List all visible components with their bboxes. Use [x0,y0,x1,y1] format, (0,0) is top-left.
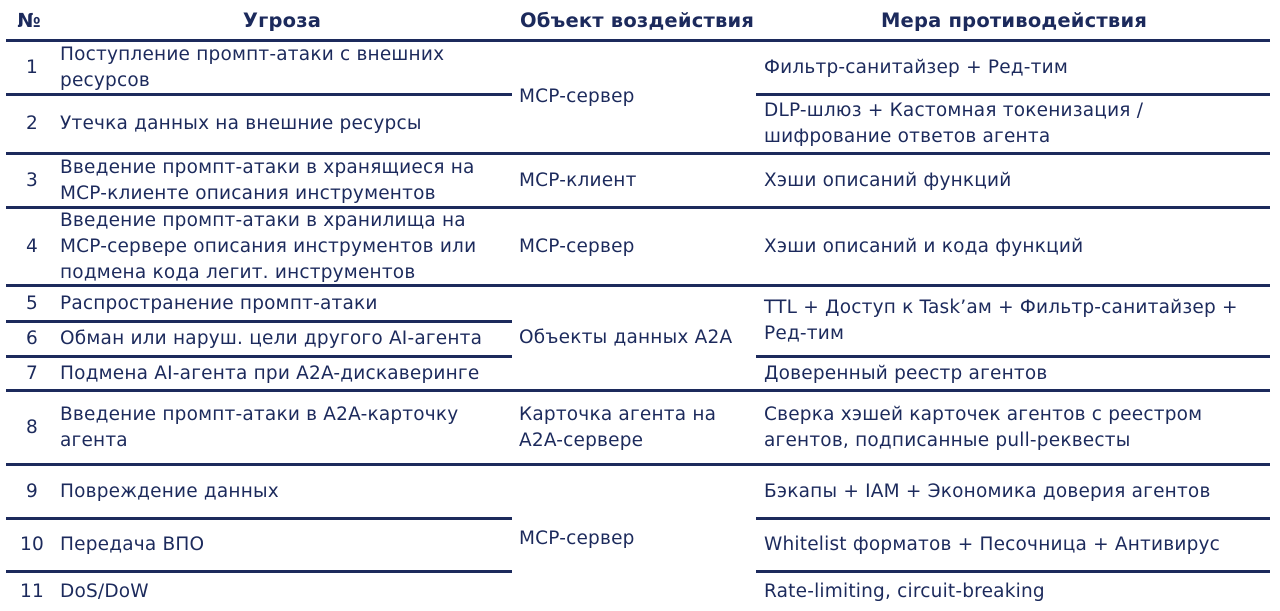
threat-cell: Обман или наруш. цели другого AI-агента [60,328,483,349]
object-cell: MCP-сервер [519,86,635,107]
measure-cell: DLP-шлюз + Кастомная токенизация / шифрование ответов агента [764,100,1144,147]
object-cell: MCP-сервер [519,527,635,549]
row-number: 1 [26,56,38,78]
threat-cell: Введение промпт-атаки в хранящиеся на MCP-клиенте описания инструментов [60,156,475,204]
row-number: 7 [26,362,38,384]
threat-cell: Распространение промпт-атаки [60,292,378,314]
measure-cell: Rate-limiting, circuit-breaking [764,581,1045,602]
row-number: 4 [26,235,38,257]
measure-cell: Фильтр-санитайзер + Ред-тим [764,56,1069,78]
row-number: 3 [26,169,38,191]
threat-cell: Поступление промпт-атаки с внешних ресурсов [60,43,445,91]
threat-cell: Повреждение данных [60,480,279,502]
header-measure: Мера противодействия [880,9,1148,32]
threat-cell: Передача ВПО [60,534,205,555]
measure-cell: Хэши описаний и кода функций [764,235,1084,257]
measure-cell: Хэши описаний функций [764,169,1012,191]
header-object: Объект воздействия [520,9,755,32]
row-number: 5 [26,292,38,314]
row-number: 6 [26,328,38,349]
object-cell: MCP-сервер [519,235,635,257]
object-cell: Карточка агента на A2A-сервере [519,403,717,451]
measure-cell: Доверенный реестр агентов [764,362,1048,384]
measure-cell: Бэкапы + IAM + Экономика доверия агентов [764,480,1211,502]
measure-cell: Сверка хэшей карточек агентов с реестром агентов, подписанные pull-реквесты [764,403,1203,451]
threat-cell: DoS/DoW [60,581,149,602]
measure-cell: Whitelist форматов + Песочница + Антивирус [764,534,1221,555]
row-number: 9 [26,480,38,502]
threat-cell: Введение промпт-атаки в хранилища на MCP-сервере описания инструментов или подмена кода легит. инструментов [60,209,477,283]
measure-cell: TTL + Доступ к Task’ам + Фильтр-санитайзер + Ред-тим [764,297,1238,344]
header-num: № [17,9,41,32]
threat-cell: Подмена AI-агента при A2A-дискаверинге [60,362,480,384]
object-cell: Объекты данных A2A [519,327,733,348]
row-number: 11 [20,581,44,602]
row-number: 2 [26,113,38,134]
row-number: 10 [20,534,44,555]
header-threat: Угроза [242,9,322,32]
threat-cell: Введение промпт-атаки в A2A-карточку агента [60,403,459,451]
threat-cell: Утечка данных на внешние ресурсы [60,113,422,134]
row-number: 8 [26,416,38,438]
object-cell: MCP-клиент [519,169,637,191]
